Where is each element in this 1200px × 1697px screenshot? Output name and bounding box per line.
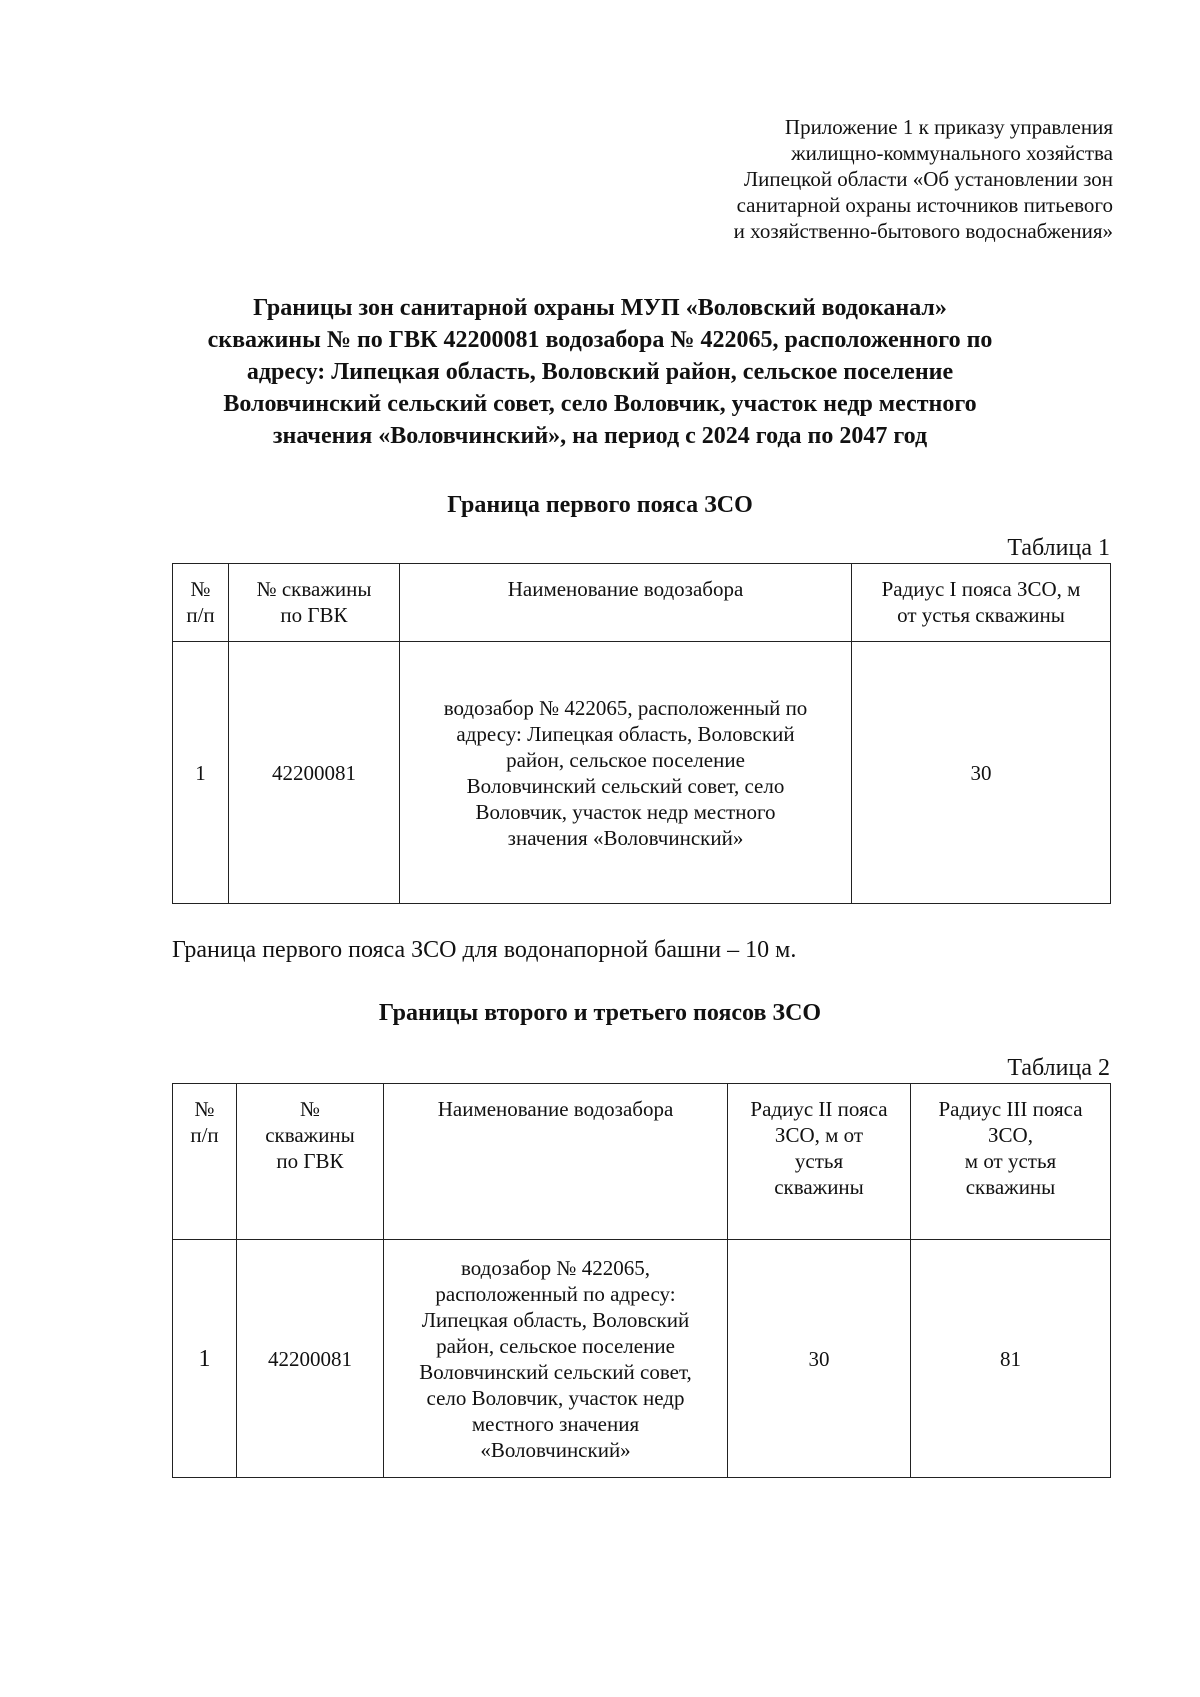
table2-caption: Таблица 2 xyxy=(1007,1055,1110,1081)
title-line: Границы зон санитарной охраны МУП «Воловский водоканал» xyxy=(253,295,947,321)
table1-cell-radius: 30 xyxy=(852,642,1111,904)
appendix-line: и хозяйственно-бытового водоснабжения» xyxy=(733,219,1113,243)
table1-header-cell: Радиус I пояса ЗСО, м от устья скважины xyxy=(852,564,1111,642)
table-row xyxy=(173,1240,1111,1478)
table1-cell-index: 1 xyxy=(173,642,229,904)
table1 xyxy=(172,563,1111,904)
table1-cell-name: водозабор № 422065, расположенный по адресу: Липецкая область, Воловский район, сельское поселение Воловчинский сельский совет, село Воловчик, участок недр местного значения «Воловчинский» xyxy=(400,642,852,904)
table1-header-cell: Наименование водозабора xyxy=(400,564,852,642)
appendix-line: санитарной охраны источников питьевого xyxy=(736,193,1113,217)
table2-cell-radius-2: 30 xyxy=(728,1240,911,1478)
table-row xyxy=(173,642,1111,904)
table1-header-row xyxy=(173,564,1111,642)
table2-cell-index: 1 xyxy=(173,1240,237,1478)
title-line: Воловчинский сельский совет, село Воловчик, участок недр местного xyxy=(223,391,977,417)
section2-heading: Границы второго и третьего поясов ЗСО xyxy=(378,1000,822,1026)
table1-header-cell: № скважины по ГВК xyxy=(229,564,400,642)
appendix-line: Приложение 1 к приказу управления xyxy=(784,115,1113,139)
table2-header-cell: № п/п xyxy=(173,1084,237,1240)
appendix-line: Липецкой области «Об установлении зон xyxy=(743,167,1113,191)
title-line: значения «Воловчинский», на период с 2024 года по 2047 год xyxy=(272,423,928,449)
title-line: скважины № по ГВК 42200081 водозабора № 422065, расположенного по xyxy=(207,327,993,353)
title-line: адресу: Липецкая область, Воловский район, сельское поселение xyxy=(246,359,954,385)
appendix-line: жилищно-коммунального хозяйства xyxy=(791,141,1113,165)
appendix-note xyxy=(560,114,1113,244)
water-tower-note: Граница первого пояса ЗСО для водонапорной башни – 10 м. xyxy=(172,937,797,963)
table2-cell-radius-3: 81 xyxy=(911,1240,1111,1478)
document-title xyxy=(140,292,1060,452)
table2-header-cell: Радиус II пояса ЗСО, м от устья скважины xyxy=(728,1084,911,1240)
table2-cell-name: водозабор № 422065, расположенный по адресу: Липецкая область, Воловский район, сельское поселение Воловчинский сельский совет, село Воловчик, участок недр местного значения «Воловчинский» xyxy=(384,1240,728,1478)
table1-header-cell: № п/п xyxy=(173,564,229,642)
table2-header-cell: Наименование водозабора xyxy=(384,1084,728,1240)
table2 xyxy=(172,1083,1111,1478)
section1-heading: Граница первого пояса ЗСО xyxy=(447,492,753,518)
table2-header-cell: Радиус III пояса ЗСО, м от устья скважины xyxy=(911,1084,1111,1240)
table2-cell-well: 42200081 xyxy=(237,1240,384,1478)
table2-header-row xyxy=(173,1084,1111,1240)
table1-caption: Таблица 1 xyxy=(1007,535,1110,561)
table2-header-cell: № скважины по ГВК xyxy=(237,1084,384,1240)
table1-cell-well: 42200081 xyxy=(229,642,400,904)
